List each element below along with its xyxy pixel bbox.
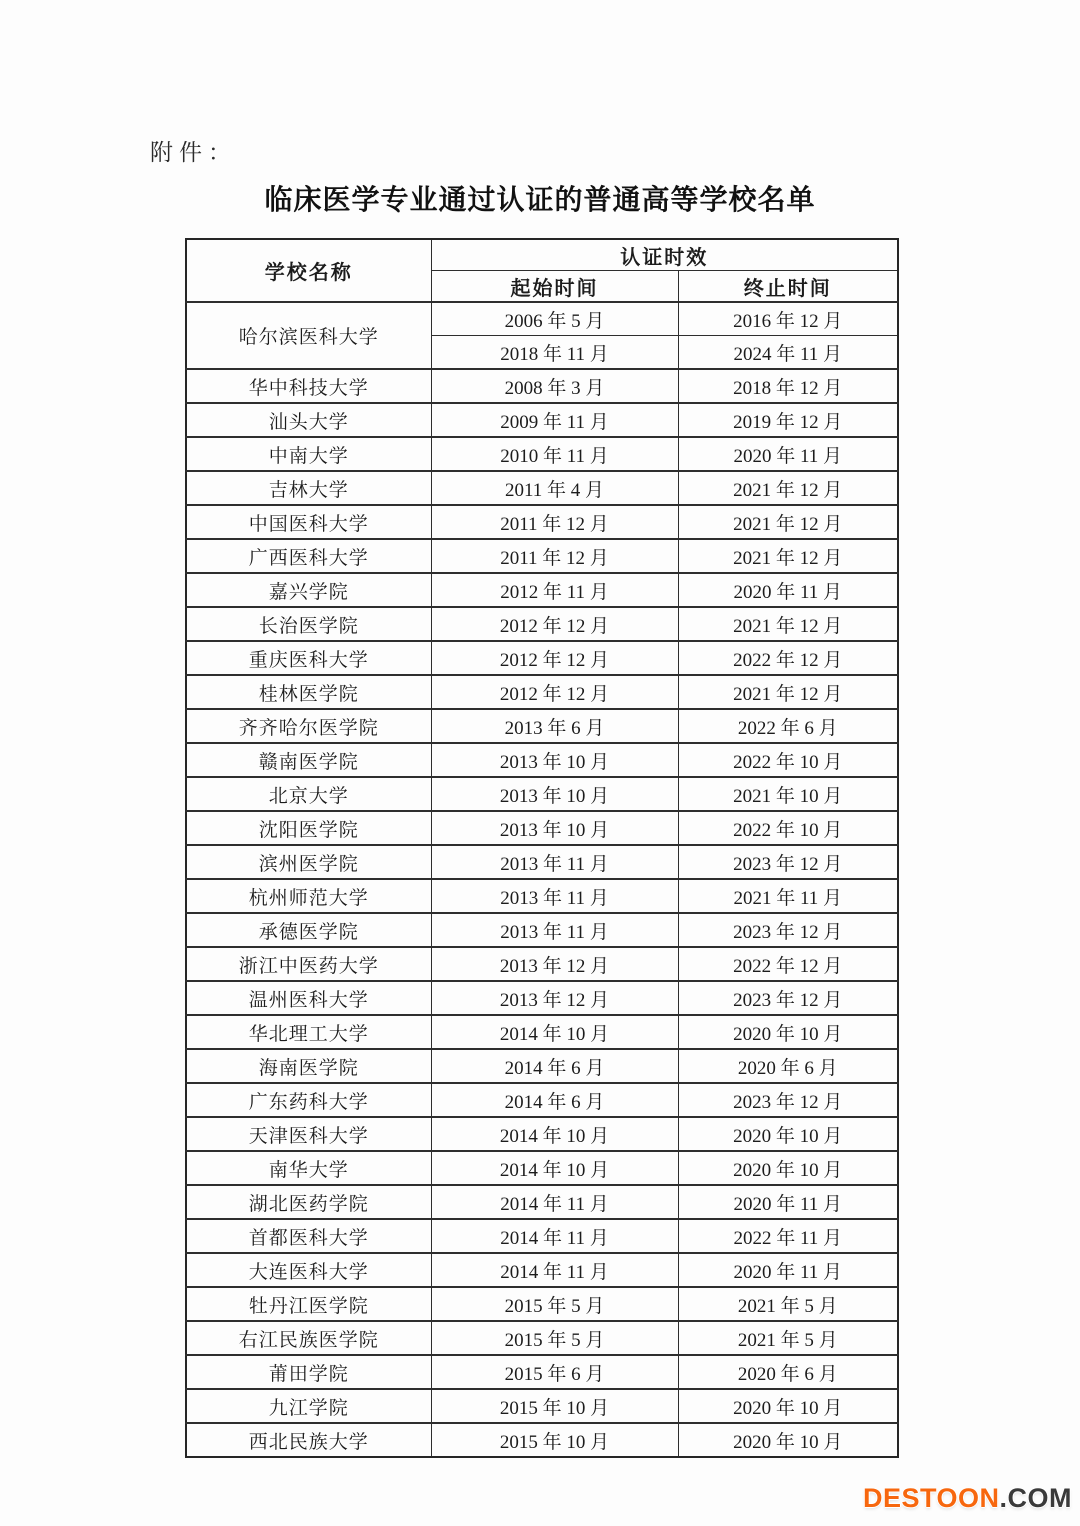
school-name-cell: 汕头大学 xyxy=(186,403,431,437)
table-row xyxy=(186,879,898,913)
end-date-cell: 2020 年 11 月 xyxy=(678,437,898,471)
school-name-cell: 承德医学院 xyxy=(186,913,431,947)
table-row xyxy=(186,302,898,336)
table-row xyxy=(186,471,898,505)
table-row xyxy=(186,505,898,539)
school-name-cell: 中国医科大学 xyxy=(186,505,431,539)
end-date-cell: 2022 年 10 月 xyxy=(678,743,898,777)
header-validity: 认证时效 xyxy=(431,239,898,271)
start-date-cell: 2012 年 11 月 xyxy=(431,573,678,607)
start-date-cell: 2008 年 3 月 xyxy=(431,369,678,403)
school-name-cell: 广西医科大学 xyxy=(186,539,431,573)
table-row xyxy=(186,1015,898,1049)
start-date-cell: 2011 年 12 月 xyxy=(431,505,678,539)
school-name-cell: 桂林医学院 xyxy=(186,675,431,709)
start-date-cell: 2014 年 10 月 xyxy=(431,1015,678,1049)
school-name-cell: 右江民族医学院 xyxy=(186,1321,431,1355)
start-date-cell: 2015 年 6 月 xyxy=(431,1355,678,1389)
school-name-cell: 牡丹江医学院 xyxy=(186,1287,431,1321)
school-name-cell: 重庆医科大学 xyxy=(186,641,431,675)
school-table-body xyxy=(186,302,898,1457)
school-name-cell: 华北理工大学 xyxy=(186,1015,431,1049)
start-date-cell: 2013 年 6 月 xyxy=(431,709,678,743)
school-name-cell: 大连医科大学 xyxy=(186,1253,431,1287)
end-date-cell: 2021 年 12 月 xyxy=(678,607,898,641)
watermark-suffix: .COM xyxy=(999,1483,1072,1513)
start-date-cell: 2013 年 11 月 xyxy=(431,879,678,913)
table-row xyxy=(186,573,898,607)
end-date-cell: 2021 年 12 月 xyxy=(678,539,898,573)
end-date-cell: 2020 年 6 月 xyxy=(678,1355,898,1389)
end-date-cell: 2020 年 10 月 xyxy=(678,1151,898,1185)
header-end-time: 终止时间 xyxy=(678,271,898,303)
table-row xyxy=(186,1389,898,1423)
start-date-cell: 2014 年 6 月 xyxy=(431,1083,678,1117)
table-row xyxy=(186,1287,898,1321)
school-name-cell: 温州医科大学 xyxy=(186,981,431,1015)
end-date-cell: 2023 年 12 月 xyxy=(678,913,898,947)
end-date-cell: 2020 年 10 月 xyxy=(678,1015,898,1049)
school-name-cell: 齐齐哈尔医学院 xyxy=(186,709,431,743)
school-name-cell: 莆田学院 xyxy=(186,1355,431,1389)
start-date-cell: 2012 年 12 月 xyxy=(431,675,678,709)
start-date-cell: 2006 年 5 月 xyxy=(431,302,678,336)
start-date-cell: 2015 年 5 月 xyxy=(431,1287,678,1321)
table-row xyxy=(186,1321,898,1355)
school-name-cell: 华中科技大学 xyxy=(186,369,431,403)
school-name-cell: 长治医学院 xyxy=(186,607,431,641)
table-row xyxy=(186,675,898,709)
end-date-cell: 2020 年 11 月 xyxy=(678,573,898,607)
end-date-cell: 2021 年 5 月 xyxy=(678,1287,898,1321)
start-date-cell: 2014 年 11 月 xyxy=(431,1219,678,1253)
start-date-cell: 2015 年 10 月 xyxy=(431,1423,678,1457)
end-date-cell: 2020 年 6 月 xyxy=(678,1049,898,1083)
start-date-cell: 2014 年 10 月 xyxy=(431,1151,678,1185)
school-name-cell: 中南大学 xyxy=(186,437,431,471)
start-date-cell: 2013 年 10 月 xyxy=(431,777,678,811)
school-name-cell: 西北民族大学 xyxy=(186,1423,431,1457)
end-date-cell: 2023 年 12 月 xyxy=(678,1083,898,1117)
school-name-cell: 浙江中医药大学 xyxy=(186,947,431,981)
attachment-label: 附件： xyxy=(150,140,237,165)
table-row xyxy=(186,539,898,573)
table-row xyxy=(186,743,898,777)
table-row xyxy=(186,1083,898,1117)
school-name-cell: 吉林大学 xyxy=(186,471,431,505)
header-start-time: 起始时间 xyxy=(431,271,678,303)
table-row xyxy=(186,437,898,471)
start-date-cell: 2012 年 12 月 xyxy=(431,641,678,675)
school-name-cell: 九江学院 xyxy=(186,1389,431,1423)
end-date-cell: 2020 年 11 月 xyxy=(678,1253,898,1287)
table-row xyxy=(186,947,898,981)
school-name-cell: 天津医科大学 xyxy=(186,1117,431,1151)
table-header xyxy=(186,239,898,302)
school-name-cell: 广东药科大学 xyxy=(186,1083,431,1117)
end-date-cell: 2022 年 11 月 xyxy=(678,1219,898,1253)
start-date-cell: 2009 年 11 月 xyxy=(431,403,678,437)
end-date-cell: 2020 年 10 月 xyxy=(678,1423,898,1457)
table-row xyxy=(186,1423,898,1457)
table-row xyxy=(186,1117,898,1151)
table-row xyxy=(186,1219,898,1253)
end-date-cell: 2024 年 11 月 xyxy=(678,336,898,370)
end-date-cell: 2020 年 10 月 xyxy=(678,1389,898,1423)
school-name-cell: 哈尔滨医科大学 xyxy=(186,302,431,369)
table-row xyxy=(186,1151,898,1185)
start-date-cell: 2015 年 5 月 xyxy=(431,1321,678,1355)
table-row xyxy=(186,1049,898,1083)
end-date-cell: 2021 年 12 月 xyxy=(678,471,898,505)
table-row xyxy=(186,1253,898,1287)
start-date-cell: 2014 年 11 月 xyxy=(431,1185,678,1219)
start-date-cell: 2012 年 12 月 xyxy=(431,607,678,641)
header-school-name: 学校名称 xyxy=(186,239,431,302)
school-name-cell: 湖北医药学院 xyxy=(186,1185,431,1219)
end-date-cell: 2020 年 10 月 xyxy=(678,1117,898,1151)
school-name-cell: 沈阳医学院 xyxy=(186,811,431,845)
table-row xyxy=(186,981,898,1015)
start-date-cell: 2011 年 12 月 xyxy=(431,539,678,573)
school-name-cell: 赣南医学院 xyxy=(186,743,431,777)
end-date-cell: 2022 年 6 月 xyxy=(678,709,898,743)
school-name-cell: 首都医科大学 xyxy=(186,1219,431,1253)
start-date-cell: 2018 年 11 月 xyxy=(431,336,678,370)
table-row xyxy=(186,709,898,743)
start-date-cell: 2013 年 10 月 xyxy=(431,811,678,845)
school-name-cell: 海南医学院 xyxy=(186,1049,431,1083)
end-date-cell: 2018 年 12 月 xyxy=(678,369,898,403)
start-date-cell: 2010 年 11 月 xyxy=(431,437,678,471)
end-date-cell: 2021 年 10 月 xyxy=(678,777,898,811)
table-row xyxy=(186,811,898,845)
start-date-cell: 2014 年 10 月 xyxy=(431,1117,678,1151)
school-name-cell: 南华大学 xyxy=(186,1151,431,1185)
start-date-cell: 2013 年 12 月 xyxy=(431,981,678,1015)
table-row xyxy=(186,641,898,675)
table-row xyxy=(186,369,898,403)
end-date-cell: 2023 年 12 月 xyxy=(678,845,898,879)
end-date-cell: 2023 年 12 月 xyxy=(678,981,898,1015)
end-date-cell: 2022 年 12 月 xyxy=(678,641,898,675)
table-row xyxy=(186,777,898,811)
watermark-brand: DESTOON xyxy=(862,1483,1000,1513)
start-date-cell: 2013 年 10 月 xyxy=(431,743,678,777)
school-name-cell: 北京大学 xyxy=(186,777,431,811)
end-date-cell: 2021 年 12 月 xyxy=(678,505,898,539)
end-date-cell: 2022 年 10 月 xyxy=(678,811,898,845)
start-date-cell: 2015 年 10 月 xyxy=(431,1389,678,1423)
start-date-cell: 2013 年 11 月 xyxy=(431,845,678,879)
table-row xyxy=(186,845,898,879)
table-row xyxy=(186,1355,898,1389)
school-name-cell: 嘉兴学院 xyxy=(186,573,431,607)
end-date-cell: 2016 年 12 月 xyxy=(678,302,898,336)
end-date-cell: 2019 年 12 月 xyxy=(678,403,898,437)
table-row xyxy=(186,607,898,641)
end-date-cell: 2022 年 12 月 xyxy=(678,947,898,981)
end-date-cell: 2020 年 11 月 xyxy=(678,1185,898,1219)
start-date-cell: 2013 年 12 月 xyxy=(431,947,678,981)
school-name-cell: 滨州医学院 xyxy=(186,845,431,879)
start-date-cell: 2014 年 6 月 xyxy=(431,1049,678,1083)
page-title: 临床医学专业通过认证的普通高等学校名单 xyxy=(264,184,816,215)
watermark xyxy=(863,1483,1072,1514)
end-date-cell: 2021 年 5 月 xyxy=(678,1321,898,1355)
table-row xyxy=(186,1185,898,1219)
start-date-cell: 2013 年 11 月 xyxy=(431,913,678,947)
table-row xyxy=(186,913,898,947)
table-row xyxy=(186,403,898,437)
start-date-cell: 2014 年 11 月 xyxy=(431,1253,678,1287)
start-date-cell: 2011 年 4 月 xyxy=(431,471,678,505)
school-name-cell: 杭州师范大学 xyxy=(186,879,431,913)
end-date-cell: 2021 年 11 月 xyxy=(678,879,898,913)
accreditation-table xyxy=(185,238,899,1458)
end-date-cell: 2021 年 12 月 xyxy=(678,675,898,709)
